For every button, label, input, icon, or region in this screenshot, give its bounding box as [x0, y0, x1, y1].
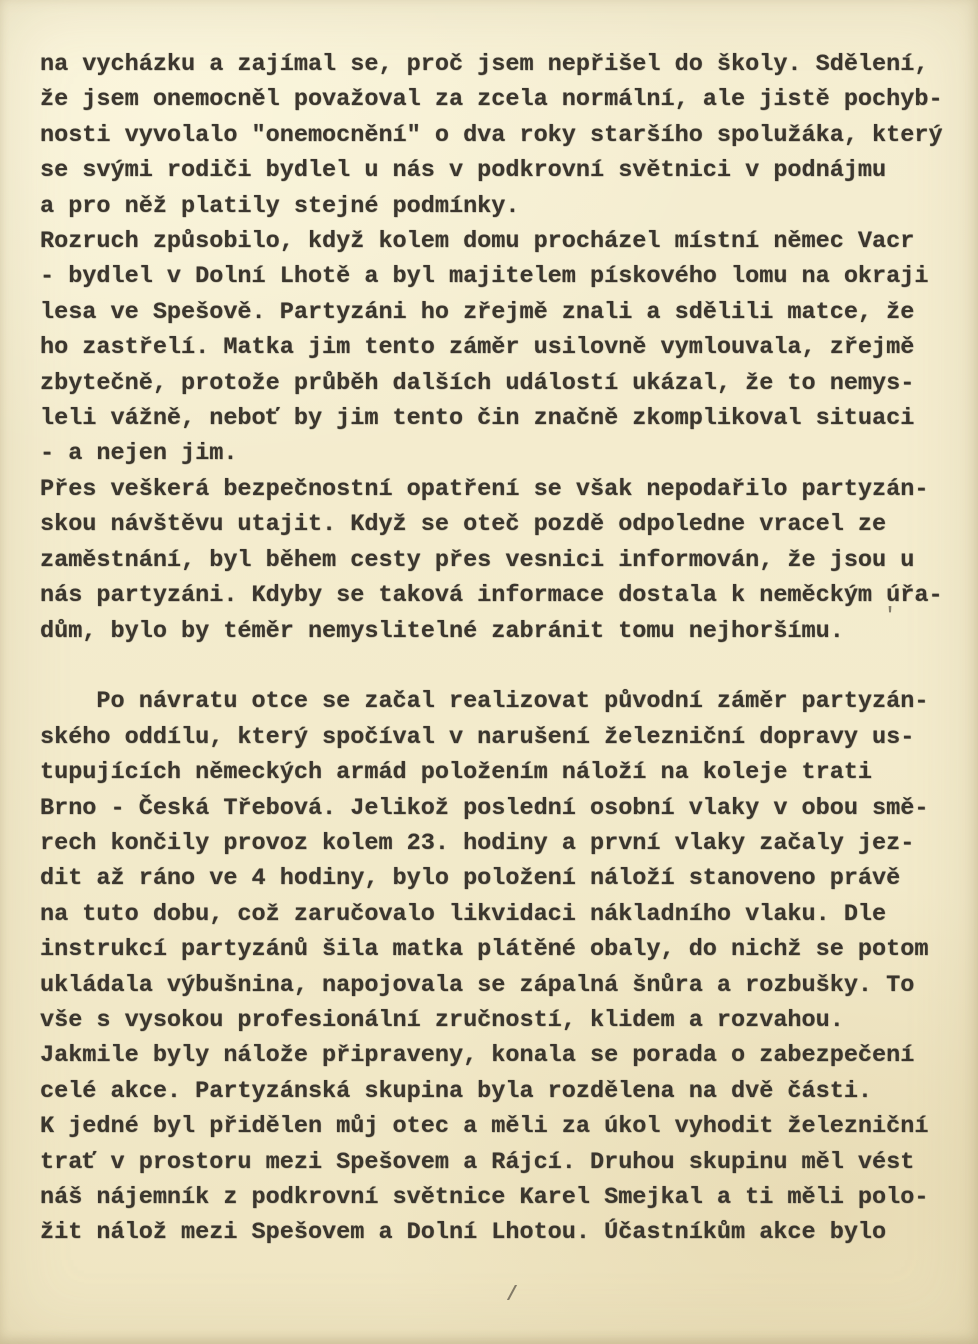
text-line: náš nájemník z podkrovní světnice Karel Smejkal a ti měli polo-: [40, 1183, 929, 1211]
text-line: ského oddílu, který spočíval v narušení železniční dopravy us-: [40, 723, 915, 751]
text-line: Jakmile byly nálože připraveny, konala se porada o zabezpečení: [40, 1042, 915, 1070]
text-line: Po návratu otce se začal realizovat původní záměr partyzán-: [40, 688, 929, 716]
typewritten-text-block: [40, 47, 958, 1251]
text-line: nosti vyvolalo "onemocnění" o dva roky staršího spolužáka, který: [40, 121, 943, 149]
text-line: Přes veškerá bezpečnostní opatření se však nepodařilo partyzán-: [40, 475, 929, 503]
text-line: žit nálož mezi Spešovem a Dolní Lhotou. Účastníkům akce bylo: [40, 1219, 887, 1247]
text-line: zbytečně, protože průběh dalších událostí ukázal, že to nemys-: [40, 369, 915, 397]
text-line: ukládala výbušnina, napojovala se zápalná šnůra a rozbušky. To: [40, 971, 915, 999]
text-line: Brno - Česká Třebová. Jelikož poslední osobní vlaky v obou smě-: [40, 794, 929, 822]
text-line: leli vážně, neboť by jim tento čin značně zkomplikoval situaci: [40, 405, 915, 433]
text-line: se svými rodiči bydlel u nás v podkrovní světnici v podnájmu: [40, 157, 887, 185]
text-line: lesa ve Spešově. Partyzáni ho zřejmě znali a sdělili matce, že: [40, 298, 915, 326]
text-line: zaměstnání, byl během cesty přes vesnici informován, že jsou u: [40, 546, 915, 574]
text-line: a pro něž platily stejné podmínky.: [40, 192, 520, 220]
text-line: [40, 649, 958, 684]
text-line: rech končily provoz kolem 23. hodiny a první vlaky začaly jez-: [40, 829, 915, 857]
text-line: trať v prostoru mezi Spešovem a Rájcí. Druhou skupinu měl vést: [40, 1148, 915, 1176]
text-line: nás partyzáni. Kdyby se taková informace dostala k neměckým úřa-: [40, 582, 943, 610]
text-line: na vycházku a zajímal se, proč jsem nepřišel do školy. Sdělení,: [40, 51, 929, 78]
text-line: tupujících německých armád položením náloží na koleje trati: [40, 759, 873, 787]
stray-ink-mark: /: [506, 1284, 519, 1307]
text-line: celé akce. Partyzánská skupina byla rozdělena na dvě části.: [40, 1077, 873, 1105]
text-line: - a nejen jim.: [40, 440, 238, 468]
text-line: na tuto dobu, což zaručovalo likvidaci nákladního vlaku. Dle: [40, 900, 887, 928]
text-line: vše s vysokou profesionální zručností, klidem a rozvahou.: [40, 1006, 844, 1034]
text-line: dům, bylo by téměr nemyslitelné zabránit tomu nejhoršímu.: [40, 617, 844, 645]
stray-ink-mark: ': [884, 605, 897, 628]
text-line: že jsem onemocněl považoval za zcela normální, ale jistě pochyb-: [40, 86, 943, 114]
text-line: dit až ráno ve 4 hodiny, bylo položení náloží stanoveno právě: [40, 865, 901, 893]
text-line: - bydlel v Dolní Lhotě a byl majitelem pískového lomu na okraji: [40, 263, 929, 291]
text-line: Rozruch způsobilo, když kolem domu procházel místní němec Vacr: [40, 228, 915, 256]
text-line: skou návštěvu utajit. Když se oteč pozdě odpoledne vracel ze: [40, 511, 887, 539]
text-line: K jedné byl přidělen můj otec a měli za úkol vyhodit železniční: [40, 1113, 929, 1141]
text-line: instrukcí partyzánů šila matka plátěné obaly, do nichž se potom: [40, 936, 929, 964]
text-line: ho zastřelí. Matka jim tento záměr usilovně vymlouvala, zřejmě: [40, 334, 915, 362]
